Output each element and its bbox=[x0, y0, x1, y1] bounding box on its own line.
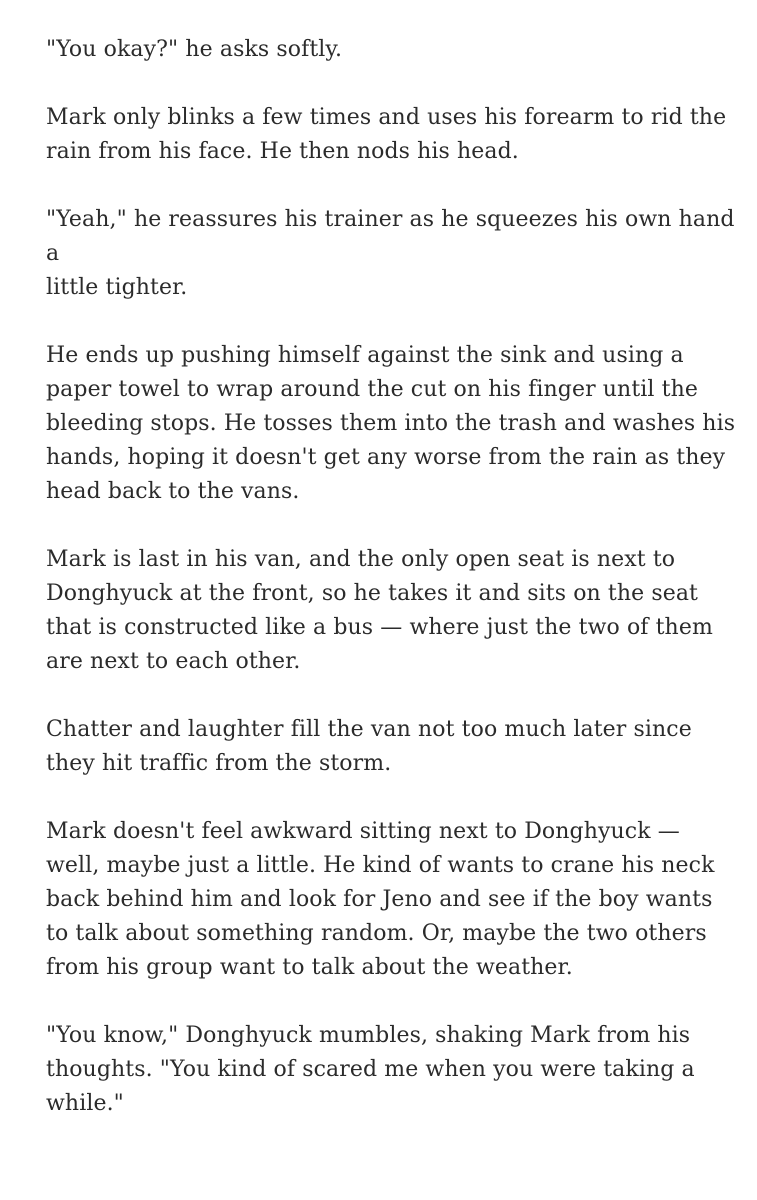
text-line: from his group want to talk about the weather. bbox=[46, 955, 573, 980]
text-line: Mark is last in his van, and the only open seat is next to bbox=[46, 547, 676, 572]
text-line: He ends up pushing himself against the sink and using a bbox=[46, 343, 684, 368]
paragraph-you-know bbox=[46, 1019, 736, 1121]
text-line: bleeding stops. He tosses them into the trash and washes his bbox=[46, 411, 736, 436]
text-line: "You okay?" he asks softly. bbox=[46, 37, 343, 62]
text-line: to talk about something random. Or, maybe the two others bbox=[46, 921, 707, 946]
text-line: "You know," Donghyuck mumbles, shaking Mark from his bbox=[46, 1023, 691, 1048]
text-line: Donghyuck at the front, so he takes it and sits on the seat bbox=[46, 581, 698, 606]
text-line: rain from his face. He then nods his head. bbox=[46, 139, 519, 164]
paragraph-sink bbox=[46, 339, 736, 509]
text-line: Chatter and laughter fill the van not too much later since bbox=[46, 717, 692, 742]
text-line: little tighter. bbox=[46, 275, 188, 300]
text-line: back behind him and look for Jeno and see if the boy wants bbox=[46, 887, 713, 912]
text-line: "Yeah," he reassures his trainer as he squeezes his own hand a bbox=[46, 207, 735, 266]
paragraph-you-okay bbox=[46, 33, 736, 67]
paragraph-awkward bbox=[46, 815, 736, 985]
text-line: Mark doesn't feel awkward sitting next to Donghyuck — bbox=[46, 819, 680, 844]
paragraph-van-seat bbox=[46, 543, 736, 679]
paragraph-mark-blinks bbox=[46, 101, 736, 169]
text-line: paper towel to wrap around the cut on his finger until the bbox=[46, 377, 698, 402]
text-line: hands, hoping it doesn't get any worse from the rain as they bbox=[46, 445, 726, 470]
text-line: head back to the vans. bbox=[46, 479, 300, 504]
paragraph-yeah bbox=[46, 203, 736, 305]
text-line: they hit traffic from the storm. bbox=[46, 751, 392, 776]
text-line: are next to each other. bbox=[46, 649, 301, 674]
text-line: Mark only blinks a few times and uses his forearm to rid the bbox=[46, 105, 727, 130]
text-line: while." bbox=[46, 1091, 124, 1116]
paragraph-chatter bbox=[46, 713, 736, 781]
text-line: well, maybe just a little. He kind of wants to crane his neck bbox=[46, 853, 715, 878]
story-text bbox=[46, 33, 736, 1155]
text-line: thoughts. "You kind of scared me when you were taking a bbox=[46, 1057, 695, 1082]
text-line: that is constructed like a bus — where just the two of them bbox=[46, 615, 713, 640]
